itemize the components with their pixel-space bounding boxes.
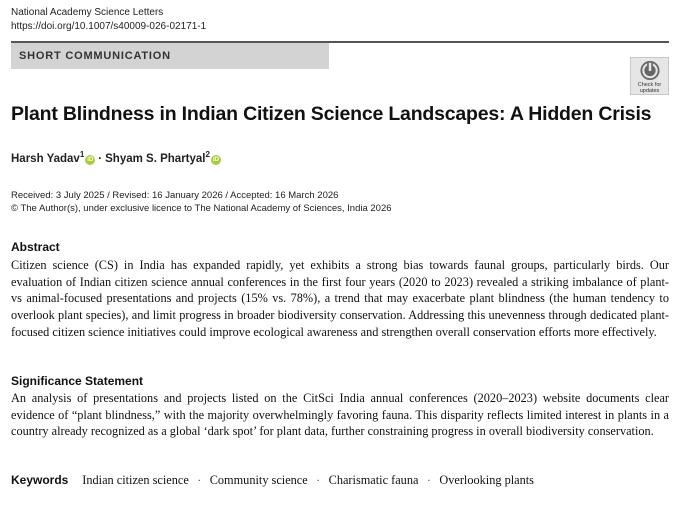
badge-line-2: updates [639,88,660,94]
keyword-separator: · [197,473,202,487]
author-list [11,147,221,167]
orcid-icon[interactable]: iD [87,156,94,163]
author-separator: · [98,152,103,165]
keyword-separator: · [316,473,321,487]
article-type-label: SHORT COMMUNICATION [19,50,171,62]
author-name[interactable]: Harsh Yadav [11,152,80,165]
journal-header [11,6,206,34]
orcid-icon[interactable]: iD [212,156,219,163]
keywords-section [11,472,669,488]
author-affiliation: 1 [79,150,85,159]
publication-history [11,189,392,215]
significance-text: An analysis of presentations and projects listed on the CitSci India annual conferences (2020–2023) website documents clear evidence of “plant blindness,” with the majority overwhelmingly favoring fauna. This disparity reflects limited interest in plants in a country already recognized as a global ‘dark spot’ for plant data, further constraining progress in overall biodiversity conservation. [11,391,669,439]
keywords-label: Keywords [11,473,69,487]
keyword-item: Overlooking plants [439,473,534,487]
keyword-item: Charismatic fauna [328,473,419,487]
abstract-text: Citizen science (CS) in India has expanded rapidly, yet exhibits a strong bias towards faunal groups, particularly birds. Our evaluation of Indian citizen science annual conferences in the first four years (2020 to 2023) revealed a striking imbalance of plant- vs animal-focused presentations and projects (15% vs. 78%), a trend that may exacerbate plant blindness (the human tendency to overlook plant species), and limit progress in broader biodiversity conservation. Addressing this unevenness through dedicated plant-focused citizen science initiatives could improve ecological awareness and strengthen overall conservation efforts more effectively. [11,258,669,339]
author-affiliation: 2 [205,150,210,159]
keyword-item: Indian citizen science [82,473,189,487]
crossmark-icon [639,60,661,81]
significance-heading: Significance Statement [11,374,144,388]
author-name[interactable]: Shyam S. Phartyal [105,152,206,165]
article-title: Plant Blindness in Indian Citizen Science Landscapes: A Hidden Crisis [11,103,652,125]
article-type-bar [11,43,329,69]
copyright-line: © The Author(s), under exclusive licence to The National Academy of Sciences, India 2026 [11,203,392,214]
dates-line: Received: 3 July 2025 / Revised: 16 January 2026 / Accepted: 16 March 2026 [11,190,339,201]
badge-line-1: Check for [637,82,662,88]
keyword-separator: · [426,473,431,487]
check-for-updates-badge[interactable] [630,57,669,95]
journal-name: National Academy Science Letters [11,7,164,18]
keyword-item: Community science [209,473,308,487]
doi-link[interactable]: https://doi.org/10.1007/s40009-026-02171-1 [11,21,207,32]
abstract-heading: Abstract [11,240,60,254]
